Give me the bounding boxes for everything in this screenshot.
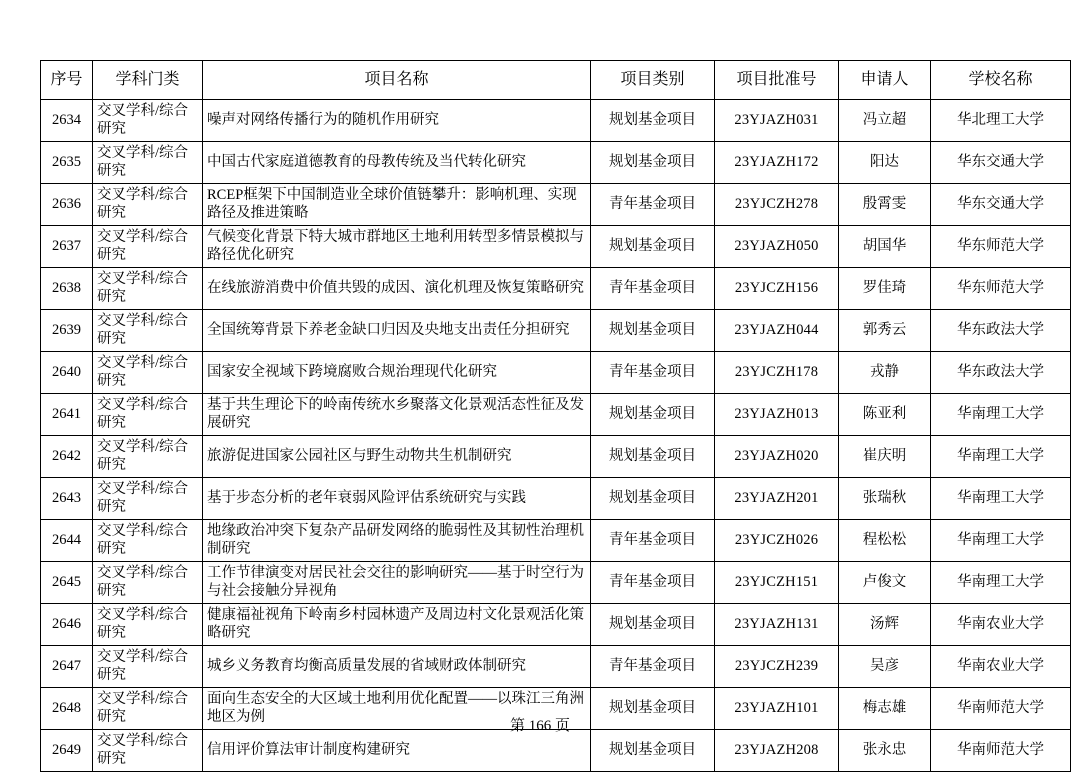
cell-project-type: 规划基金项目 — [591, 604, 715, 646]
table-header-row — [41, 61, 1071, 100]
cell-school: 华东交通大学 — [931, 184, 1071, 226]
cell-project-type: 青年基金项目 — [591, 562, 715, 604]
table-header — [41, 61, 1071, 100]
cell-project-type: 青年基金项目 — [591, 268, 715, 310]
table-row — [41, 520, 1071, 562]
cell-approval-number: 23YJCZH151 — [715, 562, 839, 604]
cell-approval-number: 23YJCZH156 — [715, 268, 839, 310]
column-header-project-name: 项目名称 — [203, 61, 591, 100]
table-row — [41, 310, 1071, 352]
cell-applicant: 汤辉 — [839, 604, 931, 646]
cell-school: 华东师范大学 — [931, 226, 1071, 268]
cell-applicant: 殷霄雯 — [839, 184, 931, 226]
cell-discipline: 交叉学科/综合研究 — [93, 184, 203, 226]
cell-project-name: 噪声对网络传播行为的随机作用研究 — [203, 100, 591, 142]
cell-school: 华东政法大学 — [931, 310, 1071, 352]
cell-approval-number: 23YJAZH044 — [715, 310, 839, 352]
table-row — [41, 646, 1071, 688]
cell-seq: 2643 — [41, 478, 93, 520]
table-row — [41, 562, 1071, 604]
cell-discipline: 交叉学科/综合研究 — [93, 268, 203, 310]
cell-approval-number: 23YJAZH050 — [715, 226, 839, 268]
cell-discipline: 交叉学科/综合研究 — [93, 436, 203, 478]
table-row — [41, 352, 1071, 394]
cell-discipline: 交叉学科/综合研究 — [93, 520, 203, 562]
cell-project-type: 青年基金项目 — [591, 184, 715, 226]
table-row — [41, 268, 1071, 310]
cell-school: 华南理工大学 — [931, 520, 1071, 562]
cell-applicant: 胡国华 — [839, 226, 931, 268]
cell-discipline: 交叉学科/综合研究 — [93, 142, 203, 184]
cell-school: 华南理工大学 — [931, 562, 1071, 604]
cell-seq: 2645 — [41, 562, 93, 604]
cell-project-type: 规划基金项目 — [591, 436, 715, 478]
cell-approval-number: 23YJAZH031 — [715, 100, 839, 142]
cell-project-type: 规划基金项目 — [591, 310, 715, 352]
column-header-school: 学校名称 — [931, 61, 1071, 100]
cell-school: 华南师范大学 — [931, 688, 1071, 730]
column-header-applicant: 申请人 — [839, 61, 931, 100]
cell-seq: 2636 — [41, 184, 93, 226]
table-row — [41, 100, 1071, 142]
cell-applicant: 张瑞秋 — [839, 478, 931, 520]
cell-applicant: 戎静 — [839, 352, 931, 394]
cell-applicant: 罗佳琦 — [839, 268, 931, 310]
table-body — [41, 100, 1071, 772]
cell-seq: 2639 — [41, 310, 93, 352]
cell-seq: 2641 — [41, 394, 93, 436]
table-row — [41, 604, 1071, 646]
cell-applicant: 梅志雄 — [839, 688, 931, 730]
cell-school: 华东交通大学 — [931, 142, 1071, 184]
cell-seq: 2648 — [41, 688, 93, 730]
cell-discipline: 交叉学科/综合研究 — [93, 394, 203, 436]
table-row — [41, 394, 1071, 436]
cell-discipline: 交叉学科/综合研究 — [93, 310, 203, 352]
cell-school: 华东师范大学 — [931, 268, 1071, 310]
cell-discipline: 交叉学科/综合研究 — [93, 478, 203, 520]
cell-seq: 2634 — [41, 100, 93, 142]
cell-project-name: 国家安全视域下跨境腐败合规治理现代化研究 — [203, 352, 591, 394]
column-header-approval-number: 项目批准号 — [715, 61, 839, 100]
cell-discipline: 交叉学科/综合研究 — [93, 562, 203, 604]
cell-seq: 2646 — [41, 604, 93, 646]
cell-project-type: 规划基金项目 — [591, 688, 715, 730]
cell-approval-number: 23YJCZH239 — [715, 646, 839, 688]
cell-discipline: 交叉学科/综合研究 — [93, 352, 203, 394]
table-row — [41, 730, 1071, 772]
cell-project-type: 青年基金项目 — [591, 520, 715, 562]
column-header-project-type: 项目类别 — [591, 61, 715, 100]
cell-approval-number: 23YJAZH013 — [715, 394, 839, 436]
cell-project-type: 规划基金项目 — [591, 394, 715, 436]
cell-project-type: 青年基金项目 — [591, 646, 715, 688]
cell-school: 华南理工大学 — [931, 478, 1071, 520]
cell-applicant: 吴彦 — [839, 646, 931, 688]
cell-project-name: 基于共生理论下的岭南传统水乡聚落文化景观活态性征及发展研究 — [203, 394, 591, 436]
page-footer — [0, 714, 1080, 735]
table-row — [41, 226, 1071, 268]
cell-applicant: 郭秀云 — [839, 310, 931, 352]
grant-list-table — [40, 60, 1071, 772]
cell-applicant: 崔庆明 — [839, 436, 931, 478]
cell-project-name: 信用评价算法审计制度构建研究 — [203, 730, 591, 772]
cell-school: 华南理工大学 — [931, 436, 1071, 478]
cell-seq: 2647 — [41, 646, 93, 688]
cell-project-name: 全国统筹背景下养老金缺口归因及央地支出责任分担研究 — [203, 310, 591, 352]
cell-project-name: 基于步态分析的老年衰弱风险评估系统研究与实践 — [203, 478, 591, 520]
cell-approval-number: 23YJAZH131 — [715, 604, 839, 646]
column-header-discipline: 学科门类 — [93, 61, 203, 100]
cell-project-name: RCEP框架下中国制造业全球价值链攀升：影响机理、实现路径及推进策略 — [203, 184, 591, 226]
cell-discipline: 交叉学科/综合研究 — [93, 226, 203, 268]
cell-project-name: 旅游促进国家公园社区与野生动物共生机制研究 — [203, 436, 591, 478]
cell-school: 华东政法大学 — [931, 352, 1071, 394]
cell-approval-number: 23YJAZH020 — [715, 436, 839, 478]
cell-project-name: 面向生态安全的大区域土地利用优化配置——以珠江三角洲地区为例 — [203, 688, 591, 730]
cell-project-name: 中国古代家庭道德教育的母教传统及当代转化研究 — [203, 142, 591, 184]
cell-project-name: 健康福祉视角下岭南乡村园林遗产及周边村文化景观活化策略研究 — [203, 604, 591, 646]
table-row — [41, 436, 1071, 478]
cell-project-type: 规划基金项目 — [591, 226, 715, 268]
cell-discipline: 交叉学科/综合研究 — [93, 604, 203, 646]
table-row — [41, 142, 1071, 184]
cell-project-type: 青年基金项目 — [591, 352, 715, 394]
cell-school: 华南农业大学 — [931, 604, 1071, 646]
cell-discipline: 交叉学科/综合研究 — [93, 100, 203, 142]
cell-project-type: 规划基金项目 — [591, 142, 715, 184]
cell-seq: 2649 — [41, 730, 93, 772]
cell-approval-number: 23YJAZH101 — [715, 688, 839, 730]
cell-applicant: 阳达 — [839, 142, 931, 184]
cell-project-name: 城乡义务教育均衡高质量发展的省域财政体制研究 — [203, 646, 591, 688]
cell-applicant: 张永忠 — [839, 730, 931, 772]
cell-school: 华南理工大学 — [931, 394, 1071, 436]
cell-applicant: 卢俊文 — [839, 562, 931, 604]
table-row — [41, 184, 1071, 226]
cell-project-name: 工作节律演变对居民社会交往的影响研究——基于时空行为与社会接触分异视角 — [203, 562, 591, 604]
cell-approval-number: 23YJAZH208 — [715, 730, 839, 772]
table-row — [41, 478, 1071, 520]
cell-approval-number: 23YJCZH026 — [715, 520, 839, 562]
cell-applicant: 程松松 — [839, 520, 931, 562]
cell-approval-number: 23YJAZH172 — [715, 142, 839, 184]
cell-project-name: 地缘政治冲突下复杂产品研发网络的脆弱性及其韧性治理机制研究 — [203, 520, 591, 562]
cell-approval-number: 23YJCZH278 — [715, 184, 839, 226]
cell-school: 华北理工大学 — [931, 100, 1071, 142]
cell-seq: 2637 — [41, 226, 93, 268]
cell-project-type: 规划基金项目 — [591, 100, 715, 142]
cell-project-type: 规划基金项目 — [591, 730, 715, 772]
column-header-seq: 序号 — [41, 61, 93, 100]
cell-applicant: 冯立超 — [839, 100, 931, 142]
cell-seq: 2640 — [41, 352, 93, 394]
cell-approval-number: 23YJAZH201 — [715, 478, 839, 520]
cell-seq: 2635 — [41, 142, 93, 184]
cell-applicant: 陈亚利 — [839, 394, 931, 436]
cell-project-type: 规划基金项目 — [591, 478, 715, 520]
page-number: 第 166 页 — [509, 718, 570, 734]
cell-seq: 2644 — [41, 520, 93, 562]
cell-school: 华南师范大学 — [931, 730, 1071, 772]
cell-discipline: 交叉学科/综合研究 — [93, 730, 203, 772]
cell-approval-number: 23YJCZH178 — [715, 352, 839, 394]
cell-project-name: 在线旅游消费中价值共毁的成因、演化机理及恢复策略研究 — [203, 268, 591, 310]
cell-discipline: 交叉学科/综合研究 — [93, 646, 203, 688]
cell-seq: 2642 — [41, 436, 93, 478]
cell-seq: 2638 — [41, 268, 93, 310]
cell-discipline: 交叉学科/综合研究 — [93, 688, 203, 730]
cell-project-name: 气候变化背景下特大城市群地区土地利用转型多情景模拟与路径优化研究 — [203, 226, 591, 268]
cell-school: 华南农业大学 — [931, 646, 1071, 688]
